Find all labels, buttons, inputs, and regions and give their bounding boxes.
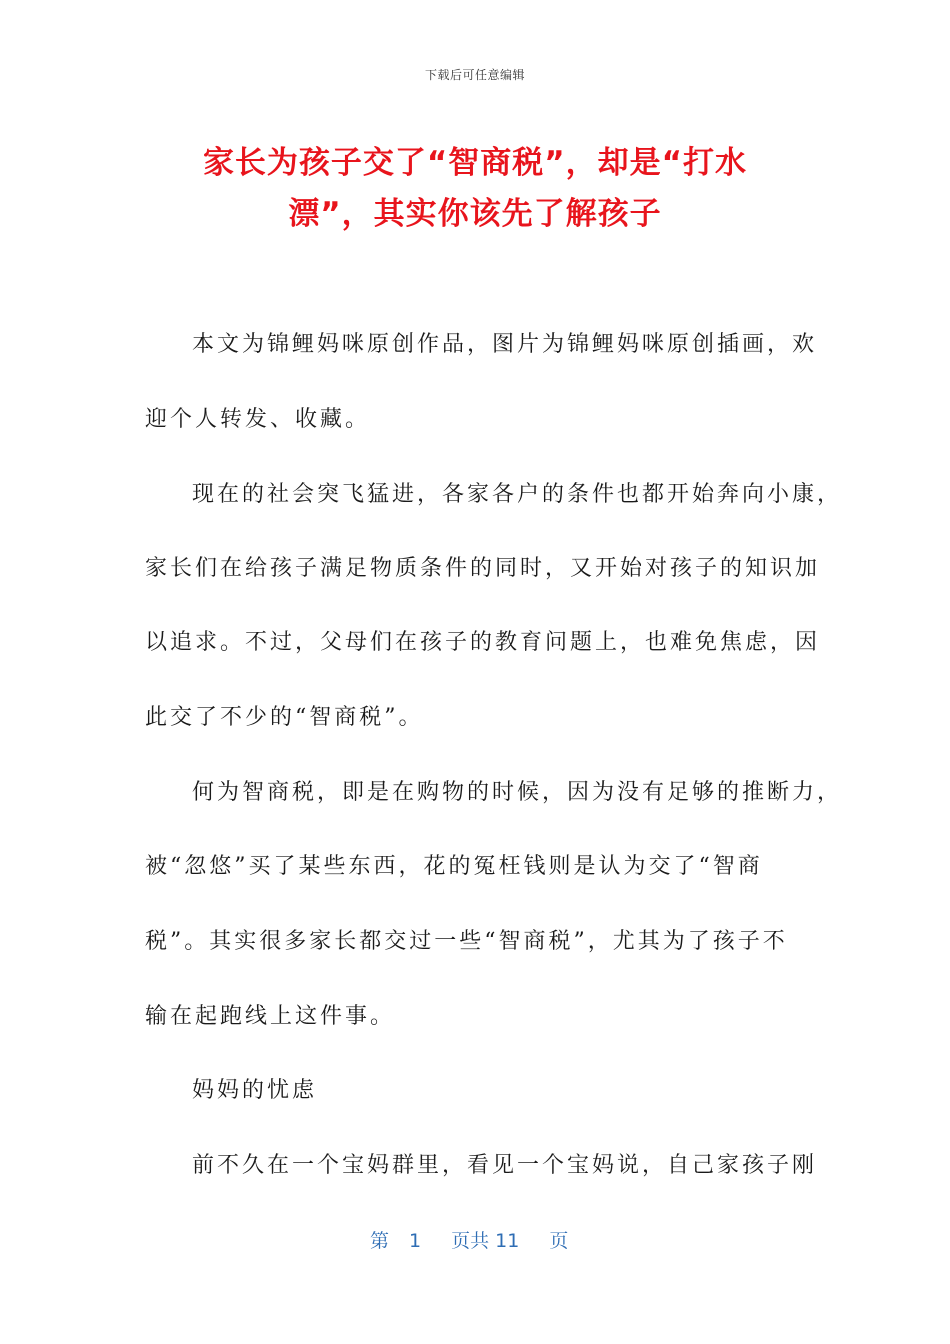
paragraph-line: 家长们在给孩子满足物质条件的同时，又开始对孩子的知识加 (145, 556, 821, 581)
paragraph-line: 迎个人转发、收藏。 (145, 407, 371, 432)
paragraph-line: 何为智商税，即是在购物的时候，因为没有足够的推断力， (192, 780, 843, 805)
paragraph-line: 本文为锦鲤妈咪原创作品，图片为锦鲤妈咪原创插画，欢 (192, 332, 818, 357)
paragraph-line: 输在起跑线上这件事。 (145, 1004, 396, 1029)
paragraph-line: 税”。其实很多家长都交过一些“智商税”，尤其为了孩子不 (145, 929, 788, 954)
title-line-2: 漂”，其实你该先了解孩子 (288, 196, 662, 232)
paragraph-line: 现在的社会突飞猛进，各家各户的条件也都开始奔向小康， (192, 482, 843, 507)
paragraph-line: 前不久在一个宝妈群里，看见一个宝妈说，自己家孩子刚 (192, 1153, 818, 1178)
footer-page-number: 1 (409, 1230, 422, 1252)
paragraph-line: 以追求。不过，父母们在孩子的教育问题上，也难免焦虑，因 (145, 630, 821, 655)
footer-total-pages: 11 (495, 1230, 520, 1252)
title-line-1: 家长为孩子交了“智商税”，却是“打水 (202, 145, 748, 181)
paragraph-line: 被“忽悠”买了某些东西，花的冤枉钱则是认为交了“智商 (145, 854, 763, 879)
page-footer (370, 1226, 568, 1253)
document-title (150, 138, 800, 240)
footer-ye: 页 (549, 1230, 569, 1252)
footer-ye-gong: 页共 (451, 1230, 490, 1252)
paragraph-line: 此交了不少的“智商税”。 (145, 705, 424, 730)
page-header-note: 下载后可任意编辑 (424, 68, 525, 82)
section-heading: 妈妈的忧虑 (192, 1078, 318, 1103)
footer-di: 第 (370, 1230, 390, 1252)
